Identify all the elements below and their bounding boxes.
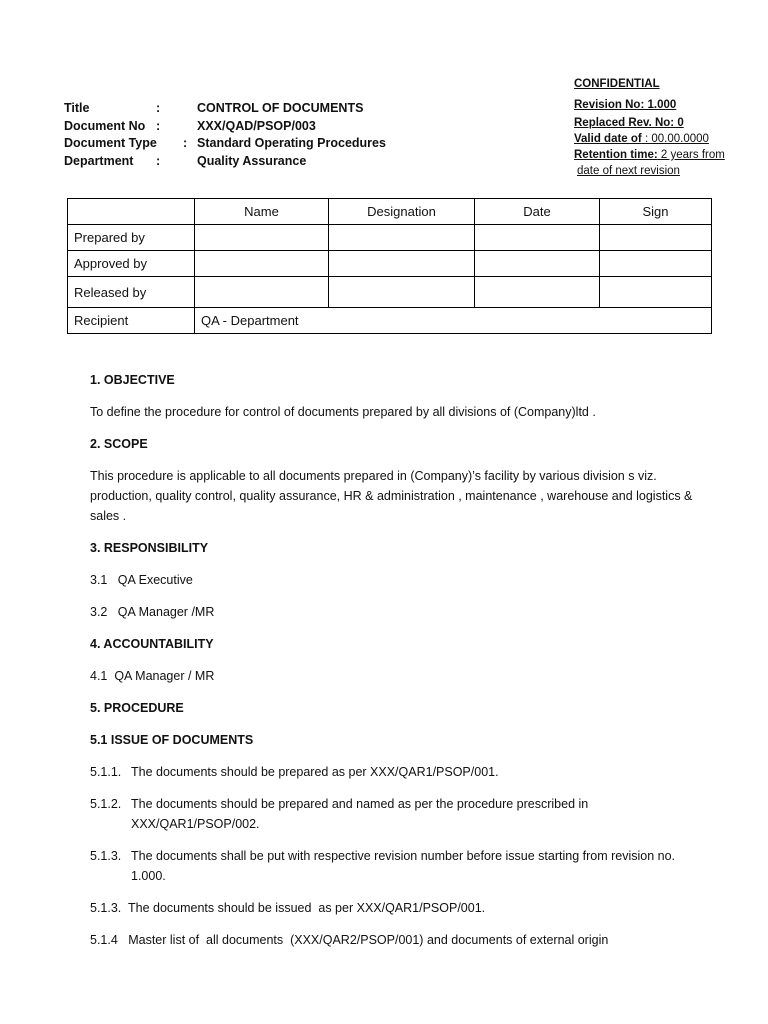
procedure-item-number: 5.1.3. — [90, 849, 122, 863]
objective-text: To define the procedure for control of documents prepared by all divisions of (Company)ltd . — [90, 405, 596, 419]
header-sign: Sign — [600, 199, 712, 225]
meta-colon: : — [156, 101, 161, 115]
meta-colon: : — [156, 153, 161, 168]
cell-designation — [329, 251, 475, 277]
row-label-recipient: Recipient — [68, 308, 195, 334]
procedure-item — [90, 794, 720, 834]
procedure-item-text: The documents should be prepared and named as per the procedure prescribed in — [131, 797, 589, 811]
document-body — [90, 370, 720, 962]
meta-dept-value: Quality Assurance — [197, 153, 307, 168]
header-designation: Designation — [329, 199, 475, 225]
meta-title-label: Title — [64, 101, 90, 115]
table-row-recipient — [68, 308, 712, 334]
cell-date — [475, 277, 600, 308]
cell-sign — [600, 277, 712, 308]
retention-row — [574, 147, 725, 163]
valid-date-label: Valid date of — [574, 133, 642, 145]
table-corner-cell — [68, 199, 195, 225]
retention-value: 2 years from — [660, 149, 725, 161]
valid-date-value: : 00.00.0000 — [644, 133, 709, 145]
header-date: Date — [475, 199, 600, 225]
retention-label: Retention time: — [574, 149, 658, 161]
signature-table — [67, 198, 712, 334]
cell-date — [475, 225, 600, 251]
accountability-item: 4.1 QA Manager / MR — [90, 669, 215, 683]
row-label-approved: Approved by — [68, 251, 195, 277]
meta-dept-row — [64, 153, 386, 171]
cell-designation — [329, 277, 475, 308]
meta-title-value: CONTROL OF DOCUMENTS — [197, 101, 364, 115]
procedure-item-text: The documents should be prepared as per XXX/QAR1/PSOP/001. — [131, 765, 499, 779]
procedure-item-body — [131, 794, 720, 834]
section-heading-responsibility: 3. RESPONSIBILITY — [90, 541, 209, 555]
cell-sign — [600, 225, 712, 251]
confidential-heading: CONFIDENTIAL — [574, 78, 660, 90]
procedure-item-body — [131, 846, 720, 886]
procedure-item-text: The documents shall be put with respective revision number before issue starting from revision no. — [131, 849, 676, 863]
procedure-item-number: 5.1.1. — [90, 765, 122, 779]
retention-continuation: date of next revision — [577, 165, 680, 177]
procedure-item-continuation: XXX/QAR1/PSOP/002. — [131, 817, 260, 831]
procedure-item-continuation: 1.000. — [131, 869, 166, 883]
meta-dept-label: Department — [64, 153, 134, 168]
cell-sign — [600, 251, 712, 277]
cell-date — [475, 251, 600, 277]
section-heading-procedure: 5. PROCEDURE — [90, 701, 184, 715]
scope-text: This procedure is applicable to all documents prepared in (Company)’s facility by various division s viz. production, quality control, quality assurance, HR & administration , maintenance , warehouse and logistics & sales . — [90, 469, 693, 523]
row-label-released: Released by — [68, 277, 195, 308]
cell-name — [195, 225, 329, 251]
replaced-revision: Replaced Rev. No: 0 — [574, 117, 684, 129]
cell-name — [195, 251, 329, 277]
meta-title-row — [64, 100, 386, 118]
table-row — [68, 277, 712, 308]
section-heading-accountability: 4. ACCOUNTABILITY — [90, 637, 214, 651]
procedure-item: 5.1.3. The documents should be issued as per XXX/QAR1/PSOP/001. — [90, 901, 486, 915]
meta-colon: : — [183, 136, 188, 150]
recipient-value: QA - Department — [195, 308, 712, 334]
meta-docno-row — [64, 118, 386, 136]
document-meta — [64, 100, 386, 170]
responsibility-item: 3.2 QA Manager /MR — [90, 605, 215, 619]
procedure-item — [90, 762, 720, 782]
valid-date-row — [574, 131, 725, 147]
table-row — [68, 251, 712, 277]
section-heading-objective: 1. OBJECTIVE — [90, 373, 175, 387]
meta-doctype-value: Standard Operating Procedures — [197, 136, 386, 150]
section-heading-scope: 2. SCOPE — [90, 437, 148, 451]
meta-colon: : — [156, 118, 161, 133]
meta-docno-value: XXX/QAD/PSOP/003 — [197, 118, 316, 133]
procedure-item-number: 5.1.2. — [90, 797, 122, 811]
revision-number: Revision No: 1.000 — [574, 99, 677, 111]
header-name: Name — [195, 199, 329, 225]
cell-designation — [329, 225, 475, 251]
table-row — [68, 225, 712, 251]
table-header-row — [68, 199, 712, 225]
meta-doctype-label: Document Type — [64, 136, 157, 150]
cell-name — [195, 277, 329, 308]
responsibility-item: 3.1 QA Executive — [90, 573, 193, 587]
meta-doctype-row — [64, 135, 386, 153]
procedure-item — [90, 846, 720, 886]
subsection-heading-issue: 5.1 ISSUE OF DOCUMENTS — [90, 733, 254, 747]
procedure-item: 5.1.4 Master list of all documents (XXX/QAR2/PSOP/001) and documents of external origin — [90, 933, 609, 947]
meta-docno-label: Document No — [64, 118, 146, 133]
row-label-prepared: Prepared by — [68, 225, 195, 251]
confidential-block — [574, 76, 725, 179]
